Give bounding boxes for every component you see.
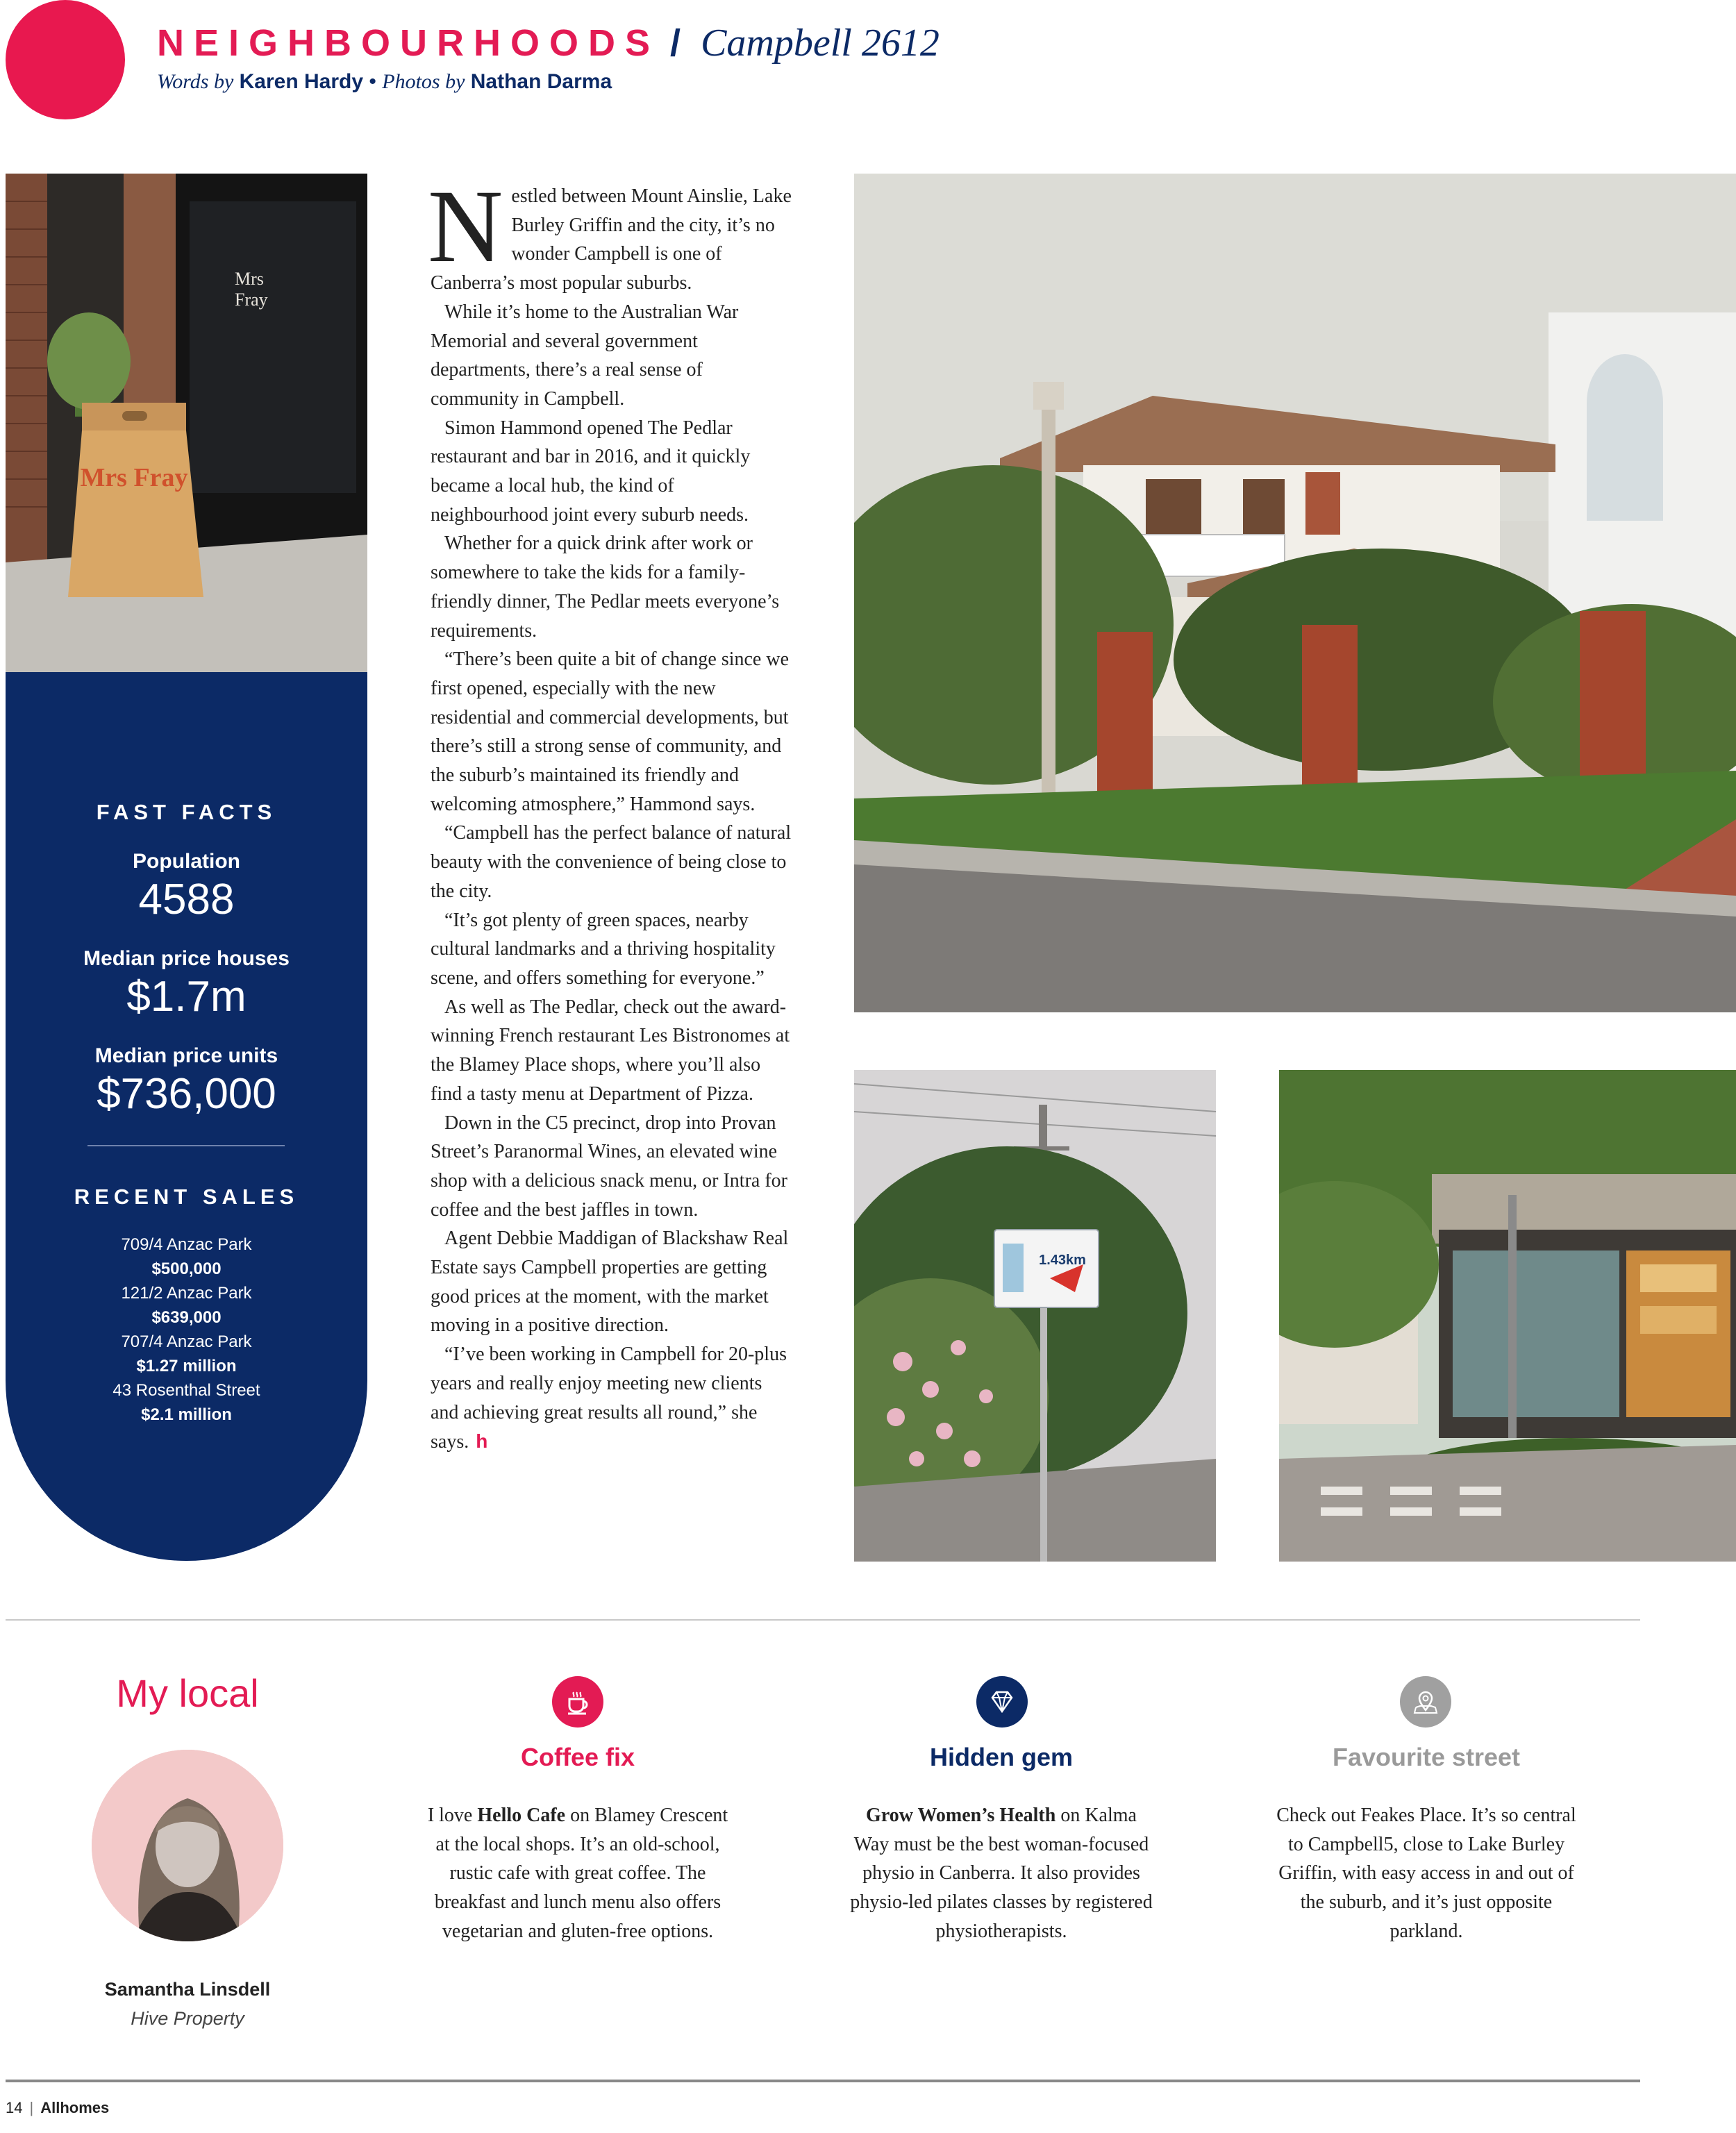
suburb-name: Campbell 2612 [701, 22, 940, 65]
section-title [157, 18, 940, 68]
article-paragraph: “It’s got plenty of green spaces, nearby cultural landmarks and a thriving hospitality scene, and offers something for everyone.” [431, 909, 776, 989]
article-paragraph: As well as The Pedlar, check out the award-winning French restaurant Les Bistronomes at the Blamey Place shops, where you’ll also find a tasty menu at Department of Pizza. [431, 996, 790, 1105]
byline [157, 67, 612, 97]
svg-text:Mrs: Mrs [235, 269, 264, 289]
fast-facts-heading: FAST FACTS [96, 800, 277, 824]
median-houses-value: $1.7m [126, 973, 247, 1021]
tip-title-coffee-fix: Coffee fix [520, 1743, 635, 1771]
cafe-photo [1279, 1070, 1736, 1562]
sign-distance-text: 1.43km [1039, 1253, 1086, 1268]
diamond-icon [976, 1676, 1028, 1728]
population-value: 4588 [138, 876, 235, 923]
page-footer [6, 2097, 109, 2119]
median-houses-label: Median price houses [83, 947, 290, 970]
section-divider [6, 1619, 1640, 1621]
median-units-value: $736,000 [97, 1070, 276, 1118]
byline-bullet: • [369, 70, 376, 93]
article-paragraph: “Campbell has the perfect balance of natural beauty with the convenience of being close to the city. [431, 822, 792, 902]
median-units-label: Median price units [94, 1044, 278, 1067]
map-pin-icon [1400, 1676, 1451, 1728]
article-paragraph: Simon Hammond opened The Pedlar restaurant and bar in 2016, and it quickly became a local hub, the kind of neighbourhood joint every suburb needs. [431, 417, 751, 526]
agent-avatar [92, 1750, 283, 1941]
words-by-label: Words by [157, 70, 234, 93]
sale-address: 43 Rosenthal Street [112, 1381, 260, 1400]
agent-agency: Hive Property [131, 2008, 244, 2029]
population-label: Population [133, 850, 240, 873]
my-local-title: My local [116, 1671, 259, 1715]
tip-body-hidden-gem: Grow Women’s Health on Kalma Way must be the best woman-focused physio in Canberra. It also provides physio-led pilates classes by registered physiotherapists. [850, 1805, 1153, 1942]
sale-address: 707/4 Anzac Park [121, 1332, 252, 1351]
article-paragraph: Whether for a quick drink after work or somewhere to take the kids for a family-friendly dinner, The Pedlar meets everyone’s requirements. [431, 533, 780, 642]
publication-name: Allhomes [40, 2099, 110, 2116]
facts-divider [87, 1145, 285, 1146]
agent-name: Samantha Linsdell [104, 1979, 271, 2000]
shop-sign-text: Mrs Fray [80, 463, 188, 492]
house-photo [854, 174, 1736, 1012]
fast-facts-panel [6, 672, 367, 1561]
article-paragraph: Agent Debbie Maddigan of Blackshaw Real Estate says Campbell properties are getting good prices at the moment, with the market moving in a positive direction. [431, 1228, 789, 1337]
article-paragraph: Down in the C5 precinct, drop into Provan Street’s Paranormal Wines, an elevated wine shop with a delicious snack menu, or Intra for coffee and the best jaffles in town. [431, 1112, 787, 1221]
tip-title-favourite-street: Favourite street [1332, 1743, 1521, 1771]
sale-price: $500,000 [151, 1260, 222, 1278]
svg-text:Fray: Fray [235, 290, 268, 310]
street-sign-photo [854, 1070, 1216, 1562]
article-body [428, 169, 792, 1457]
sale-price: $2.1 million [141, 1405, 232, 1424]
article-paragraph: Nestled between Mount Ainslie, Lake Burley Griffin and the city, it’s no wonder Campbell is one of Canberra’s most popular suburbs. [428, 169, 792, 294]
page-number: 14 [6, 2099, 23, 2116]
sale-price: $639,000 [151, 1308, 222, 1327]
end-mark: h [476, 1430, 488, 1453]
footer-rule [6, 2080, 1640, 2082]
shopfront-photo [6, 174, 367, 672]
article-paragraph: While it’s home to the Australian War Memorial and several government departments, there’s a real sense of community in Campbell. [431, 301, 739, 410]
tip-body-favourite-street: Check out Feakes Place. It’s so central to Campbell5, close to Lake Burley Griffin, with easy access in and out of the suburb, and it’s just opposite parkland. [1276, 1805, 1576, 1942]
sale-address: 709/4 Anzac Park [121, 1235, 252, 1254]
recent-sales-heading: RECENT SALES [74, 1185, 299, 1209]
logo-circle [6, 0, 125, 119]
tip-body-coffee-fix: I love Hello Cafe on Blamey Crescent at the local shops. It’s an old-school, rustic cafe with great coffee. The breakfast and lunch menu also offers vegetarian and gluten-free options. [427, 1805, 728, 1942]
title-slash: / [670, 22, 681, 64]
author-name: Karen Hardy [239, 70, 364, 93]
article-paragraph: “I’ve been working in Campbell for 20-plus years and really enjoy meeting new clients and achieving great results all round,” she says. h [431, 1344, 787, 1453]
sale-address: 121/2 Anzac Park [121, 1284, 252, 1303]
coffee-cup-icon [552, 1676, 603, 1728]
article-paragraph: “There’s been quite a bit of change since we first opened, especially with the new residential and commercial developments, but there’s still a strong sense of community, and the suburb’s maintained its friendly and welcoming atmosphere,” Hammond says. [431, 649, 790, 815]
section-kicker: NEIGHBOURHOODS [157, 22, 660, 64]
drop-cap: N [428, 169, 503, 284]
photos-by-label: Photos by [382, 70, 465, 93]
tip-title-hidden-gem: Hidden gem [929, 1743, 1073, 1771]
footer-separator: | [29, 2099, 34, 2116]
sale-price: $1.27 million [136, 1357, 237, 1375]
photographer-name: Nathan Darma [470, 70, 612, 93]
